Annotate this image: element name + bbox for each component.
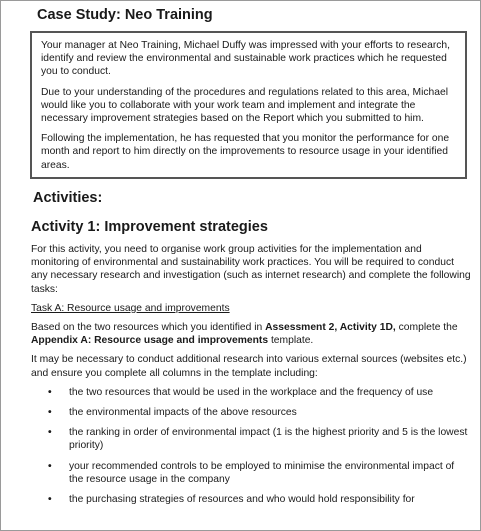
bullet-icon: • [48, 407, 52, 419]
basis-bold-assessment: Assessment 2, Activity 1D, [265, 322, 396, 334]
list-item [31, 460, 471, 486]
list-item-text: the environmental impacts of the above resources [69, 407, 297, 419]
case-study-paragraph-3: Following the implementation, he has requested that you monitor the performance for one month and report to him directly on the improvements to resource usage in your identified areas. [41, 133, 450, 171]
list-item [31, 493, 471, 506]
basis-bold-appendix: Appendix A: Resource usage and improvements [31, 335, 269, 347]
bullet-icon: • [48, 386, 52, 398]
list-item-text: the ranking in order of environmental impact (1 is the highest priority and 5 is the lowest priority) [69, 427, 468, 452]
basis-text-1: Based on the two resources which you identified in [31, 322, 266, 334]
case-study-paragraph-1: Your manager at Neo Training, Michael Duffy was impressed with your efforts to research, identify and review the environmental and sustainable work practices which he requested you to conduct. [41, 40, 451, 78]
list-item-text: the purchasing strategies of resources and who would hold responsibility for [69, 494, 415, 506]
research-note: It may be necessary to conduct additional research into various external sources (websites etc.) and ensure you complete all columns in the template including: [31, 354, 467, 379]
basis-text-2: complete the [395, 322, 458, 334]
list-item [31, 406, 471, 419]
activity-1-content [31, 243, 471, 513]
task-a-basis [31, 321, 471, 347]
activity-1-title: Activity 1: Improvement strategies [31, 219, 268, 235]
case-study-title: Case Study: Neo Training [37, 7, 213, 23]
requirements-list [31, 386, 471, 506]
bullet-icon: • [48, 494, 52, 506]
list-item-text: the two resources that would be used in the workplace and the frequency of use [69, 386, 434, 398]
list-item [31, 426, 471, 452]
activity-1-intro: For this activity, you need to organise work group activities for the implementation and monitoring of environmental and sustainability work practices. You will be required to conduct any necessary research and investigation (such as internet research) and complete the following tasks: [31, 244, 471, 295]
bullet-icon: • [48, 427, 52, 439]
case-study-paragraph-2: Due to your understanding of the procedures and regulations related to this area, Michael would like you to collaborate with your work team and implement and integrate the necessary improvement strategies based on the Report which you submitted to him. [41, 86, 448, 125]
list-item [31, 386, 471, 399]
activities-heading: Activities: [33, 190, 103, 206]
task-a-label: Task A: Resource usage and improvements [31, 302, 230, 314]
case-study-box [30, 31, 467, 179]
list-item-text: your recommended controls to be employed to minimise the environmental impact of the resource usage in the company [69, 460, 455, 485]
basis-text-3: template. [268, 335, 314, 347]
bullet-icon: • [48, 460, 52, 472]
